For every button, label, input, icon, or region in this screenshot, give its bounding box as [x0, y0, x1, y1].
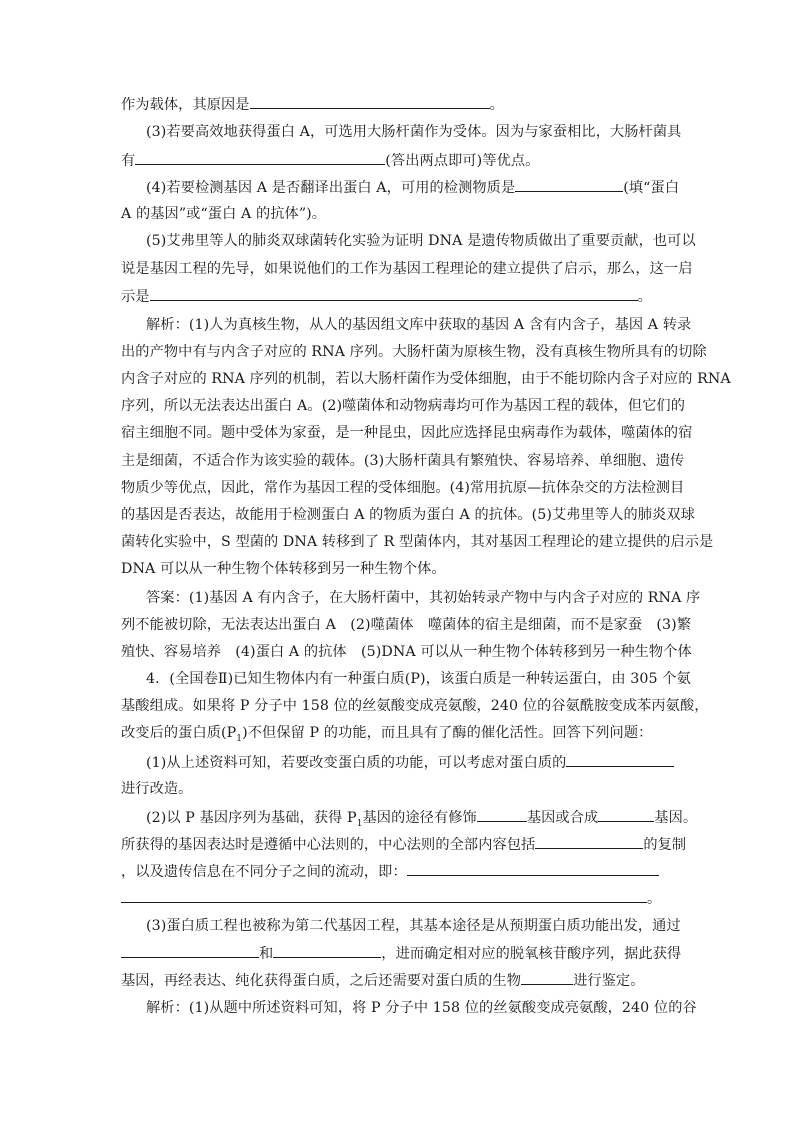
- analysis-line: 序列，所以无法表达出蛋白 A。(2)噬菌体和动物病毒均可作为基因工程的载体，但它们的: [121, 398, 685, 414]
- analysis-line: 的基因是否表达，故能用于检测蛋白 A 的物质为蛋白 A 的抗体。(5)艾弗里等人的肺炎双球: [121, 507, 695, 523]
- question-line: 。: [121, 888, 681, 908]
- analysis-line: 宿主细胞不同。题中受体为家蚕，是一种昆虫，因此应选择昆虫病毒作为载体，噬菌体的宿: [121, 425, 693, 441]
- question-line: 基酸组成。如果将 P 分子中 158 位的丝氨酸变成亮氨酸，240 位的谷氨酰胺变成苯丙氨酸，: [121, 698, 709, 714]
- question-line: 改变后的蛋白质$(P_1)$不但保留 P 的功能，而且具有了酶的催化活性。回答下列问题：: [121, 725, 653, 744]
- answer-line: 殖快、容易培养 (4)蛋白 A 的抗体 (5)DNA 可以从一种生物个体转移到另一种生物个体: [121, 644, 692, 660]
- text-line: 有 (答出两点即可)等优点。: [121, 150, 681, 170]
- answer-line: 答案：(1)基因 A 有内含子，在大肠杆菌中，其初始转录产物中与内含子对应的 RNA 序: [146, 590, 701, 606]
- answer-blank[interactable]: [515, 177, 623, 192]
- analysis-line: DNA 可以从一种生物个体转移到另一种生物个体。: [121, 561, 446, 577]
- analysis-line: 菌转化实验中，S 型菌的 DNA 转移到了 R 型菌体内，其对基因工程理论的建立提供的启示是: [121, 534, 714, 550]
- question-line: (2)以 P 基因序列为基础，获得 $P_1$基因的途径有修饰 基因或合成 基因。: [146, 807, 681, 827]
- question-line: 4．(全国卷Ⅱ)已知生物体内有一种蛋白质(P)，该蛋白质是一种转运蛋白，由 305 个氨: [146, 671, 691, 687]
- answer-blank[interactable]: [521, 970, 573, 985]
- question-line: 和 ，进而确定相对应的脱氧核苷酸序列，据此获得: [121, 943, 681, 963]
- text-line: A 的基因”或“蛋白 A 的抗体”)。: [121, 206, 327, 222]
- analysis-line: 解析：(1)从题中所述资料可知，将 P 分子中 158 位的丝氨酸变成亮氨酸，240 位的谷: [146, 1000, 697, 1016]
- answer-blank[interactable]: [135, 150, 385, 165]
- answer-line: 列不能被切除，无法表达出蛋白 A (2)噬菌体 噬菌体的宿主是细菌，而不是家蚕 (3)繁: [121, 617, 692, 633]
- analysis-line: 主是细菌，不适合作为该实验的载体。(3)大肠杆菌具有繁殖快、容易培养、单细胞、遗传: [121, 453, 685, 469]
- answer-blank[interactable]: [150, 286, 638, 301]
- question-line: 所获得的基因表达时是遵循中心法则的，中心法则的全部内容包括 的复制: [121, 834, 681, 854]
- answer-blank[interactable]: [477, 807, 527, 822]
- answer-blank[interactable]: [250, 94, 490, 109]
- answer-blank[interactable]: [566, 752, 674, 767]
- analysis-line: 内含子对应的 RNA 序列的机制，若以大肠杆菌作为受体细胞，由于不能切除内含子对应的 RNA: [121, 371, 731, 387]
- analysis-line: 解析：(1)人为真核生物，从人的基因组文库中获取的基因 A 含有内含子，基因 A 转录: [146, 317, 692, 333]
- answer-blank[interactable]: [121, 888, 647, 903]
- text-line: 作为载体，其原因是 。: [121, 94, 681, 114]
- answer-blank[interactable]: [121, 943, 259, 958]
- answer-blank[interactable]: [273, 943, 381, 958]
- analysis-line: 出的产物中有与内含子对应的 RNA 序列。大肠杆菌为原核生物，没有真核生物所具有的切除: [121, 344, 707, 360]
- question-line: 进行改造。: [121, 781, 193, 797]
- analysis-line: 物质少等优点，因此，常作为基因工程的受体细胞。(4)常用抗原—抗体杂交的方法检测目: [121, 480, 685, 496]
- text-line: 说是基因工程的先导，如果说他们的工作为基因工程理论的建立提供了启示，那么，这一启: [121, 261, 693, 277]
- question-line: (1)从上述资料可知，若要改变蛋白质的功能，可以考虑对蛋白质的: [146, 752, 681, 772]
- answer-blank[interactable]: [407, 861, 659, 876]
- question-line: 基因，再经表达、纯化获得蛋白质，之后还需要对蛋白质的生物 进行鉴定。: [121, 970, 681, 990]
- text-line: (5)艾弗里等人的肺炎双球菌转化实验为证明 DNA 是遗传物质做出了重要贡献，也可以: [146, 233, 696, 249]
- text-line: (3)若要高效地获得蛋白 A，可选用大肠杆菌作为受体。因为与家蚕相比，大肠杆菌具: [146, 124, 682, 140]
- answer-blank[interactable]: [598, 807, 654, 822]
- question-line: (3)蛋白质工程也被称为第二代基因工程，其基本途径是从预期蛋白质功能出发，通过: [146, 918, 681, 934]
- question-line: ，以及遗传信息在不同分子之间的流动，即：: [121, 861, 681, 881]
- text-line: 示是 。: [121, 286, 681, 306]
- text-line: (4)若要检测基因 A 是否翻译出蛋白 A，可用的检测物质是 (填“蛋白: [146, 177, 681, 197]
- answer-blank[interactable]: [535, 834, 643, 849]
